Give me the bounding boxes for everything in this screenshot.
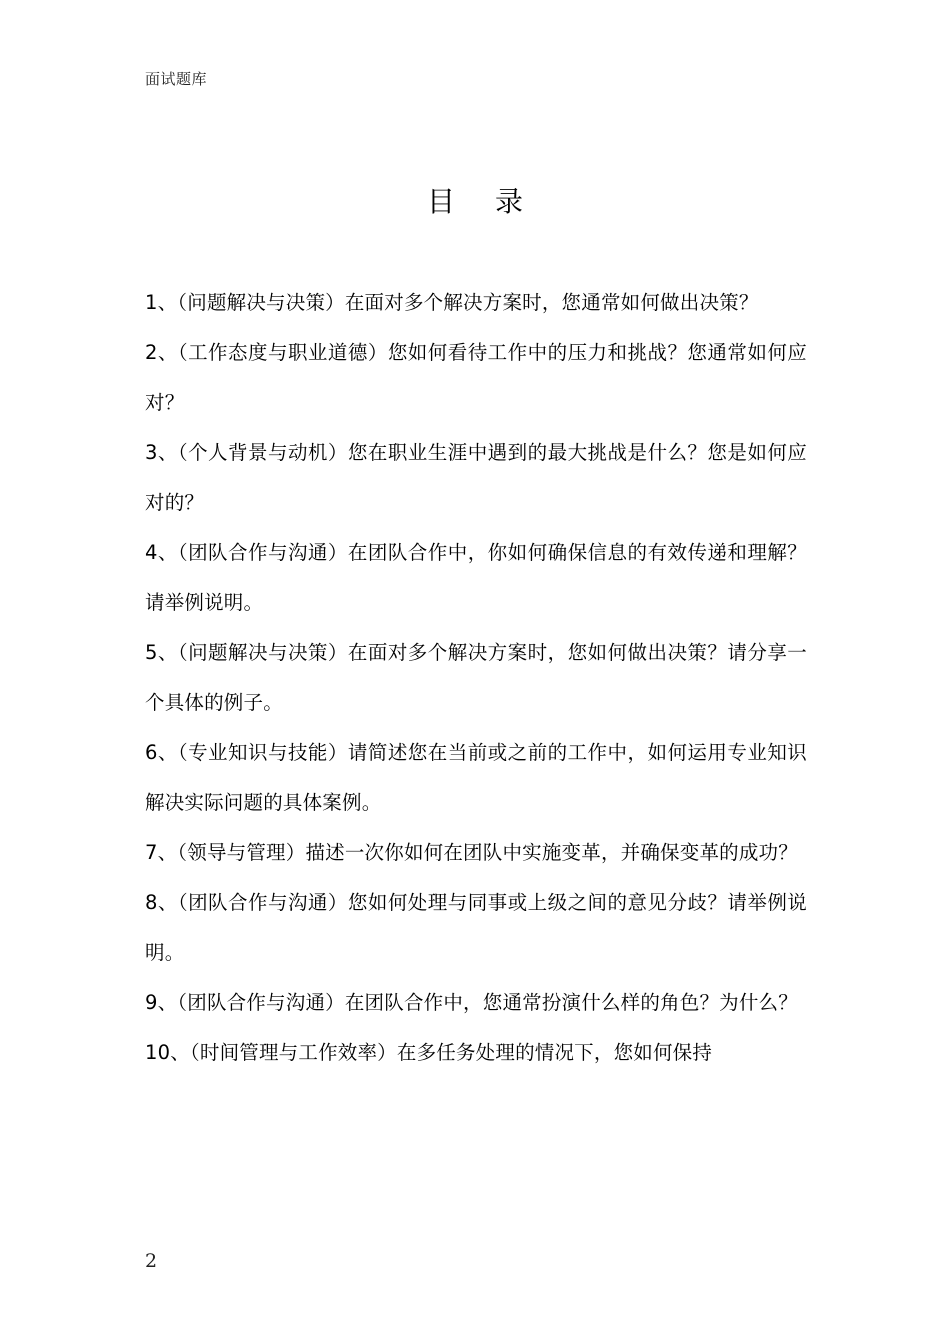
toc-item-9[interactable]: 9、（团队合作与沟通）在团队合作中，您通常扮演什么样的角色？为什么？ [145, 991, 798, 1014]
page-number: 2 [145, 1250, 158, 1272]
toc-item-4[interactable]: 4、（团队合作与沟通）在团队合作中，你如何确保信息的有效传递和理解？请举例说明。 [145, 541, 807, 614]
toc-item-7[interactable]: 7、（领导与管理）描述一次你如何在团队中实施变革，并确保变革的成功？ [145, 841, 798, 864]
toc-item-1[interactable]: 1、（问题解决与决策）在面对多个解决方案时，您通常如何做出决策？ [145, 291, 759, 314]
toc-item-2[interactable]: 2、（工作态度与职业道德）您如何看待工作中的压力和挑战？您通常如何应对？ [145, 341, 807, 414]
toc-item-8[interactable]: 8、（团队合作与沟通）您如何处理与同事或上级之间的意见分歧？请举例说明。 [145, 891, 807, 964]
toc-item-10[interactable]: 10、（时间管理与工作效率）在多任务处理的情况下，您如何保持 [145, 1041, 713, 1064]
page-header: 面试题库 [145, 70, 208, 88]
toc-item-3[interactable]: 3、（个人背景与动机）您在职业生涯中遇到的最大挑战是什么？您是如何应对的？ [145, 441, 807, 514]
toc-item-6[interactable]: 6、（专业知识与技能）请简述您在当前或之前的工作中，如何运用专业知识解决实际问题的具体案例。 [145, 741, 807, 814]
table-of-contents [145, 278, 807, 1078]
toc-item-5[interactable]: 5、（问题解决与决策）在面对多个解决方案时，您如何做出决策？请分享一个具体的例子。 [145, 641, 807, 714]
page-title: 目录 [426, 185, 563, 218]
